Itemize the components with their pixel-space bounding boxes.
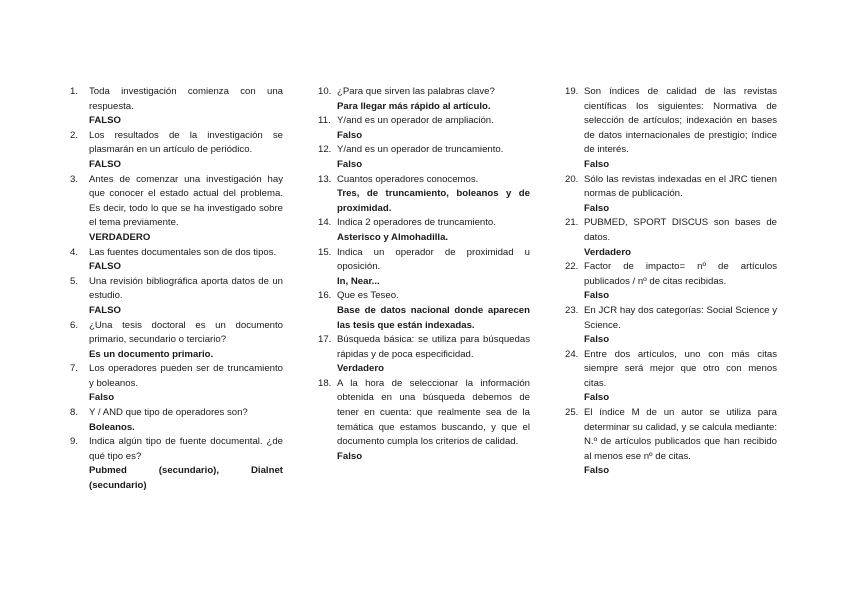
question-text: Antes de comenzar una investigación hay que conocer el estado actual del problema. Es decir, todo lo que se ha investigado sobre el tema previamente. [89,173,283,229]
question-body [337,114,530,143]
question-text: Y/and es un operador de ampliación. [337,115,494,127]
question-number: 12. [318,144,332,156]
question-body [89,275,283,319]
question-number: 25. [565,407,579,419]
question-text: ¿Una tesis doctoral es un documento primario, secundario o terciario? [89,319,283,346]
question-body [337,216,530,245]
question-body [89,319,283,363]
question-number: 5. [70,275,79,287]
answer-text: Boleanos. [89,421,135,433]
question-number: 7. [70,363,79,375]
question-item [70,275,283,319]
column-3 [565,85,777,479]
question-text: A la hora de seleccionar la información obtenida en una búsqueda debemos de tener en cuenta: que realmente sea de la temática que estamos buscando, y que el documento cumpla los criterios de calidad. [337,377,530,448]
question-number: 16. [318,290,332,302]
question-body [337,377,530,465]
answer-text: Tres, de truncamiento, boleanos y de proximidad. [337,188,530,214]
question-body [337,246,530,290]
question-item [318,114,530,143]
question-item [70,362,283,406]
question-body [337,85,530,114]
question-number: 24. [565,348,579,360]
question-text: Los resultados de la investigación se plasmarán en un artículo de periódico. [89,129,283,156]
answer-text: VERDADERO [89,231,151,243]
answer-text: Falso [337,450,363,462]
answer-text: FALSO [89,158,121,170]
question-number: 20. [565,173,579,185]
column-1 [70,85,283,494]
question-item [318,173,530,217]
question-item [70,129,283,173]
question-number: 2. [70,129,79,141]
question-item [70,173,283,246]
question-number: 22. [565,261,579,273]
question-text: PUBMED, SPORT DISCUS son bases de datos. [584,217,777,243]
question-body [89,406,283,435]
answer-text: Pubmed (secundario), Dialnet (secundario) [89,465,283,492]
question-body [337,333,530,377]
question-number: 11. [318,115,331,127]
question-text: Indica 2 operadores de truncamiento. [337,217,496,229]
answer-text: FALSO [89,115,121,127]
question-body [337,289,530,333]
question-item [70,435,283,493]
question-number: 18. [318,377,332,389]
question-item [565,216,777,260]
question-item [318,216,530,245]
question-text: Son índices de calidad de las revistas científicas los siguientes: Normativa de selección de artículos; indexación en bases de datos internacionales de prestigio; índice de interés. [584,86,777,156]
answer-text: Falso [89,392,115,404]
answer-text: Es un documento primario. [89,348,214,360]
question-number: 4. [70,246,79,258]
answer-text: Verdadero [584,246,631,258]
question-number: 13. [318,173,332,185]
question-body [584,260,777,304]
question-text: Factor de impacto= nº de artículos publicados / nº de citas recibidas. [584,261,777,287]
answer-text: In, Near... [337,275,380,287]
question-number: 14. [318,217,332,229]
question-item [70,319,283,363]
question-item [565,85,777,173]
question-item [318,289,530,333]
question-text: Toda investigación comienza con una respuesta. [89,86,283,112]
question-item [70,406,283,435]
answer-text: Falso [584,392,610,404]
question-number: 6. [70,319,79,331]
question-text: Y/and es un operador de truncamiento. [337,144,504,156]
question-text: Y / AND que tipo de operadores son? [89,407,248,419]
question-text: Las fuentes documentales son de dos tipos. [89,246,277,258]
question-body [584,173,777,217]
question-item [565,406,777,479]
question-body [584,304,777,348]
question-text: Una revisión bibliográfica aporta datos de un estudio. [89,275,283,302]
question-body [89,85,283,129]
question-number: 21. [565,217,579,229]
question-text: Búsqueda básica: se utiliza para búsquedas rápidas y de poca especificidad. [337,334,530,360]
question-body [584,216,777,260]
column-2 [318,85,530,464]
question-text: Sólo las revistas indexadas en el JRC tienen normas de publicación. [584,173,777,200]
question-item [318,85,530,114]
question-body [89,362,283,406]
question-body [337,143,530,172]
question-number: 17. [318,334,332,346]
question-number: 23. [565,304,579,316]
question-text: Entre dos artículos, uno con más citas siempre será mejor que otro con menos citas. [584,348,777,389]
answer-text: Para llegar más rápido al artículo. [337,100,491,112]
question-item [565,260,777,304]
question-item [70,85,283,129]
question-number: 19. [565,86,579,97]
question-text: Que es Teseo. [337,290,399,302]
question-item [70,246,283,275]
question-body [89,246,283,275]
question-item [565,348,777,406]
answer-text: Falso [584,202,610,214]
question-body [584,348,777,406]
question-body [584,406,777,479]
question-body [89,435,283,493]
question-number: 10. [318,86,332,97]
question-number: 1. [70,86,79,97]
answer-text: FALSO [89,304,121,316]
question-text: ¿Para que sirven las palabras clave? [337,86,495,97]
answer-text: Falso [584,290,610,302]
question-item [318,333,530,377]
question-item [565,173,777,217]
question-text: El índice M de un autor se utiliza para determinar su calidad, y se calcula mediante: N.º de artículos publicados que han recibido al menos ese nº de citas. [584,407,777,462]
answer-text: Base de datos nacional donde aparecen las tesis que están indexadas. [337,304,530,331]
question-body [89,173,283,246]
answer-text: Falso [584,465,610,477]
question-item [318,143,530,172]
question-number: 15. [318,246,332,258]
question-number: 9. [70,436,79,448]
question-item [318,377,530,465]
question-body [89,129,283,173]
question-text: Indica algún tipo de fuente documental. ¿de qué tipo es? [89,436,283,462]
question-number: 3. [70,173,79,185]
answer-text: Asterisco y Almohadilla. [337,231,449,243]
question-text: Cuantos operadores conocemos. [337,173,479,185]
question-item [565,304,777,348]
question-body [584,85,777,173]
answer-text: FALSO [89,261,121,273]
answer-text: Falso [584,158,610,170]
question-text: Indica un operador de proximidad u oposición. [337,246,530,273]
question-number: 8. [70,407,79,419]
question-item [318,246,530,290]
answer-text: Verdadero [337,363,384,375]
answer-text: Falso [337,158,363,170]
question-text: Los operadores pueden ser de truncamiento y boleanos. [89,363,283,389]
question-body [337,173,530,217]
answer-text: Falso [337,129,363,141]
answer-text: Falso [584,334,610,346]
question-text: En JCR hay dos categorías: Social Science y Science. [584,304,777,331]
